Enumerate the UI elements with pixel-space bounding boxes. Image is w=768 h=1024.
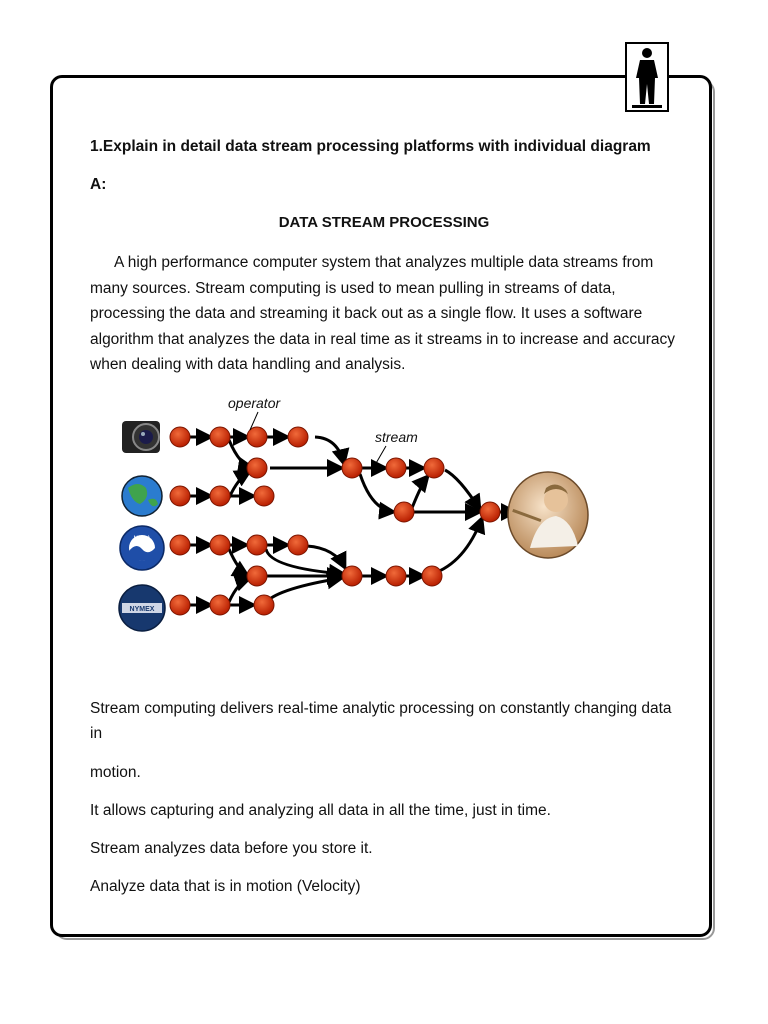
operator-node: [247, 566, 267, 586]
noaa-badge-text: NOAA: [133, 536, 151, 542]
operator-node: [342, 566, 362, 586]
operator-node: [210, 535, 230, 555]
body-line-2: motion.: [90, 764, 141, 781]
logo: [625, 42, 669, 112]
operator-node: [210, 486, 230, 506]
stream-operators: [170, 427, 500, 615]
operator-node: [247, 535, 267, 555]
operator-node: [170, 486, 190, 506]
noaa-logo-icon: [120, 526, 164, 570]
operator-node: [386, 566, 406, 586]
operator-node: [170, 427, 190, 447]
section-heading: DATA STREAM PROCESSING: [278, 214, 490, 231]
stream-label: stream: [375, 429, 418, 445]
operator-label: operator: [228, 395, 281, 411]
operator-node: [288, 427, 308, 447]
operator-node: [247, 458, 267, 478]
operator-node: [210, 595, 230, 615]
body-line-1: Stream computing delivers real-time analytic processing on constantly changing data in: [90, 700, 672, 742]
operator-node: [170, 595, 190, 615]
operator-node: [288, 535, 308, 555]
intro-paragraph: A high performance computer system that analyzes multiple data streams from many sources. Stream computing is used to mean pulling in streams of data, processing the data and streaming it back out as a single flow. It uses a software algorithm that analyzes the data in real time as it streams in to increase and accuracy when dealing with data handling and analysis.: [90, 254, 675, 373]
operator-node: [422, 566, 442, 586]
stream-diagram: [110, 388, 595, 638]
operator-node: [394, 502, 414, 522]
answer-label: A:: [90, 176, 107, 193]
operator-node: [424, 458, 444, 478]
nymex-logo-icon: [119, 585, 165, 631]
globe-icon: [122, 476, 162, 516]
operator-node: [342, 458, 362, 478]
analyst-photo: [508, 472, 588, 558]
nymex-badge-text: NYMEX: [129, 606, 155, 613]
operator-node: [480, 502, 500, 522]
operator-node: [254, 486, 274, 506]
camera-icon: [122, 421, 160, 453]
operator-node: [386, 458, 406, 478]
operator-node: [210, 427, 230, 447]
body-line-4: Stream analyzes data before you store it.: [90, 840, 373, 857]
stream-pointer: [375, 446, 386, 465]
question-text: 1.Explain in detail data stream processing platforms with individual diagram: [90, 138, 651, 155]
body-line-3: It allows capturing and analyzing all data in all the time, just in time.: [90, 802, 551, 819]
operator-node: [254, 595, 274, 615]
operator-node: [170, 535, 190, 555]
body-line-5: Analyze data that is in motion (Velocity): [90, 878, 361, 895]
